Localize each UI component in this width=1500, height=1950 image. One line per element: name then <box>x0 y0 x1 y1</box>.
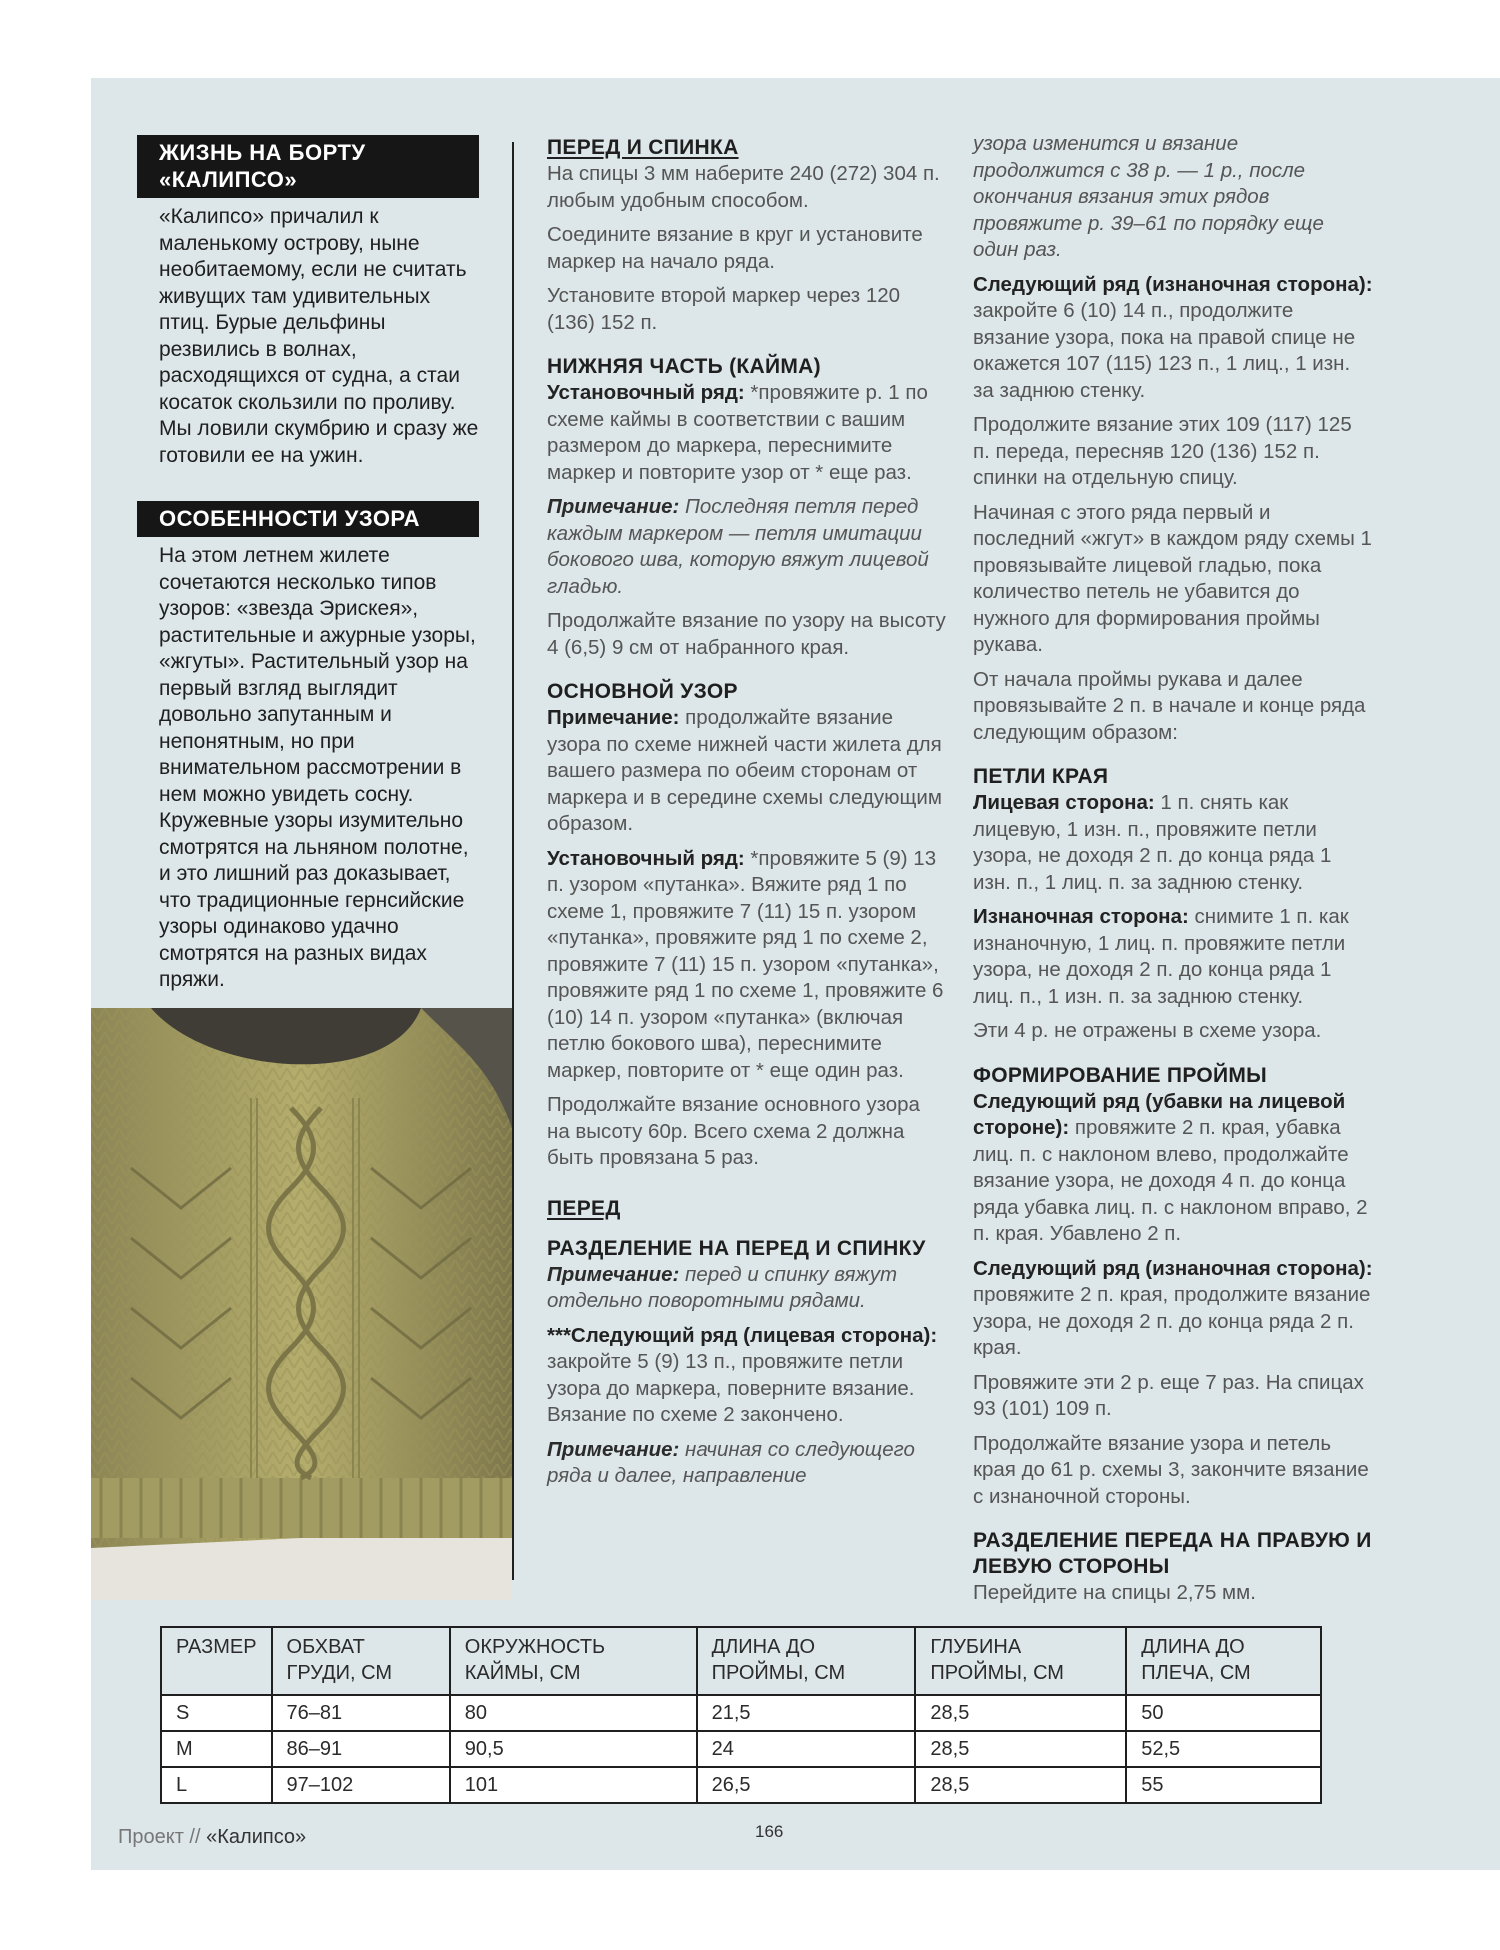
text: закройте 6 (10) 14 п., продолжите вязание узора, пока на правой спице не окажется 107 (115) 123 п., 1 лиц., 1 изн. за заднюю стенку. <box>973 299 1356 402</box>
table-header-cell: ГЛУБИНА ПРОЙМЫ, СМ <box>915 1627 1126 1695</box>
table-cell: 86–91 <box>272 1731 450 1767</box>
label: Изнаночная сторона: <box>973 905 1189 928</box>
table-cell: 28,5 <box>915 1695 1126 1731</box>
paragraph: Эти 4 р. не отражены в схеме узора. <box>973 1019 1322 1042</box>
footer-section: Проект // <box>118 1826 201 1848</box>
paragraph: Начиная с этого ряда первый и последний «жгут» в каждом ряду схемы 1 провязывайте лицевой гладью, пока количество петель не убавится до нужного для формирования проймы рукава. <box>973 500 1372 656</box>
section-heading-calypso: ЖИЗНЬ НА БОРТУ «КАЛИПСО» <box>137 135 479 198</box>
text: *провяжите 5 (9) 13 п. узором «путанка». Вяжите ряд 1 по схеме 1, провяжите 7 (11) 15 п. узором «путанка», провяжите ряд 1 по схеме 2, провяжите 7 (11) 15 п. узором «путанка», провяжите ряд 1 по схеме 1, провяжите 6 (10) 14 п. узором «путанка» (включая петлю бокового шва), переснимите маркер, повторите от * еще один раз. <box>547 846 944 1082</box>
table-header-cell: ДЛИНА ДО ПЛЕЧА, СМ <box>1126 1627 1321 1695</box>
instructions-column-2 <box>547 135 947 1498</box>
table-cell: 101 <box>450 1767 697 1803</box>
table-cell: 24 <box>697 1731 916 1767</box>
text: продолжайте вязание узора по схеме нижней части жилета для вашего размера по обеим сторонам от маркера и в середине схемы следующим образом. <box>547 706 942 835</box>
table-cell: M <box>161 1731 272 1767</box>
paragraph: Соедините вязание в круг и установите маркер на начало ряда. <box>547 223 923 273</box>
table-header-cell: ОБХВАТ ГРУДИ, СМ <box>272 1627 450 1695</box>
paragraph: Установите второй маркер через 120 (136) 152 п. <box>547 284 901 334</box>
table-header-row <box>161 1627 1321 1695</box>
label: Следующий ряд (изнаночная сторона): <box>973 272 1373 296</box>
label: Установочный ряд: <box>547 846 745 870</box>
label: Примечание: <box>547 1262 680 1286</box>
paragraph <box>973 1256 1373 1362</box>
label: Следующий ряд (изнаночная сторона): <box>973 1256 1373 1280</box>
paragraph: Продолжите вязание этих 109 (117) 125 п. переда, пересняв 120 (136) 152 п. спинки на отдельную спицу. <box>973 413 1352 489</box>
note <box>547 1262 947 1315</box>
paragraph <box>973 1089 1373 1248</box>
paragraph <box>973 790 1373 896</box>
paragraph: На спицы 3 мм наберите 240 (272) 304 п. любым удобным способом. <box>547 162 940 212</box>
label: Примечание: <box>547 495 680 518</box>
vest-photo <box>91 1008 512 1600</box>
heading-armhole: ФОРМИРОВАНИЕ ПРОЙМЫ <box>973 1063 1268 1087</box>
paragraph: Продолжайте вязание по узору на высоту 4 (6,5) 9 см от набранного края. <box>547 609 946 659</box>
paragraph <box>547 705 947 838</box>
table-cell: 55 <box>1126 1767 1321 1803</box>
calypso-text: «Калипсо» причалил к маленькому острову, ныне необитаемому, если не считать живущих там удивительных птиц. Бурые дельфины резвились в волнах, расходящихся от судна, а стаи косаток скользили по проливу. Мы ловили скумбрию и сразу же готовили ее на ужин. <box>159 205 479 467</box>
note <box>547 1437 947 1490</box>
table-cell: L <box>161 1767 272 1803</box>
table-cell: 21,5 <box>697 1695 916 1731</box>
table-cell: 80 <box>450 1695 697 1731</box>
table-header-cell: ДЛИНА ДО ПРОЙМЫ, СМ <box>697 1627 916 1695</box>
table-cell: 26,5 <box>697 1767 916 1803</box>
size-table <box>160 1626 1322 1804</box>
text: провяжите 2 п. края, убавка лиц. п. с наклоном влево, продолжайте вязание узора, не доходя 4 п. до конца ряда убавка лиц. п. с наклоном вправо, 2 п. края. Убавлено 2 п. <box>973 1116 1368 1245</box>
label: Следующий ряд (убавки на лицевой стороне): <box>973 1089 1346 1139</box>
pattern-text: На этом летнем жилете сочетаются несколько типов узоров: «звезда Эрискея», растительные и ажурные узоры, «жгуты». Растительный узор на первый взгляд выглядит довольно запутанным и непонятным, но при внимательном рассмотрении в нем можно увидеть сосну. Кружевные узоры изумительно смотрятся на льняном полотне, и это лишний раз доказывает, что традиционные гернсийские узоры одинаково удачно смотрятся на разных видах пряжи. <box>159 544 476 991</box>
paragraph <box>547 380 947 486</box>
text: *провяжите р. 1 по схеме каймы в соответствии с вашим размером до маркера, переснимите маркер и повторите узор от * еще раз. <box>547 381 928 484</box>
table-cell: 76–81 <box>272 1695 450 1731</box>
heading-front: ПЕРЕД <box>547 1196 621 1220</box>
heading-main-pattern: ОСНОВНОЙ УЗОР <box>547 680 738 703</box>
label: Установочный ряд: <box>547 381 745 404</box>
sidebar-column <box>159 135 479 994</box>
paragraph: Перейдите на спицы 2,75 мм. <box>973 1581 1256 1604</box>
paragraph <box>973 272 1373 405</box>
text: снимите 1 п. как изнаночную, 1 лиц. п. провяжите петли узора, не доходя 2 п. до конца ряда 1 лиц. п., 1 изн. п. за заднюю стенку. <box>973 905 1349 1008</box>
footer-project: «Калипсо» <box>206 1826 307 1848</box>
table-cell: 52,5 <box>1126 1731 1321 1767</box>
text: закройте 5 (9) 13 п., провяжите петли узора до маркера, поверните вязание. Вязание по схеме 2 закончено. <box>547 1350 915 1426</box>
label: Лицевая сторона: <box>973 791 1155 814</box>
instructions-column-3 <box>973 131 1373 1615</box>
paragraph: Продолжайте вязание узора и петель края до 61 р. схемы 3, закончите вязание с изнаночной стороны. <box>973 1431 1369 1508</box>
label: Примечание: <box>547 1437 680 1461</box>
table-cell: 50 <box>1126 1695 1321 1731</box>
label: ***Следующий ряд (лицевая сторона): <box>547 1323 938 1347</box>
label: Примечание: <box>547 706 680 729</box>
paragraph <box>973 904 1373 1010</box>
heading-divide-front: РАЗДЕЛЕНИЕ ПЕРЕДА НА ПРАВУЮ И ЛЕВУЮ СТОРОНЫ <box>973 1529 1372 1578</box>
heading-hem: НИЖНЯЯ ЧАСТЬ (КАЙМА) <box>547 355 821 378</box>
note: узора изменится и вязание продолжится с 38 р. — 1 р., после окончания вязания этих рядов провяжите р. 39–61 по порядку еще один раз. <box>973 132 1324 261</box>
table-cell: 28,5 <box>915 1731 1126 1767</box>
paragraph: Провяжите эти 2 р. еще 7 раз. На спицах 93 (101) 109 п. <box>973 1370 1364 1420</box>
heading-front-back: ПЕРЕД И СПИНКА <box>547 136 739 159</box>
paragraph <box>547 1323 947 1429</box>
text: 1 п. снять как лицевую, 1 изн. п., провяжите петли узора, не доходя 2 п. до конца ряда 1 изн. п., 1 лиц. п. за заднюю стенку. <box>973 791 1332 894</box>
table-cell: S <box>161 1695 272 1731</box>
text: Последняя петля перед каждым маркером — петля имитации бокового шва, которую вяжут лицевой гладью. <box>547 495 929 598</box>
section-heading-pattern: ОСОБЕННОСТИ УЗОРА <box>137 501 479 537</box>
heading-split: РАЗДЕЛЕНИЕ НА ПЕРЕД И СПИНКУ <box>547 1236 926 1260</box>
paragraph: Продолжайте вязание основного узора на высоту 60р. Всего схема 2 должна быть провязана 5 раз. <box>547 1093 920 1169</box>
table-header-cell: РАЗМЕР <box>161 1627 272 1695</box>
footer-section-label <box>118 1826 306 1849</box>
text: провяжите 2 п. края, продолжите вязание узора, не доходя 2 п. до конца ряда 2 п. края. <box>973 1283 1371 1359</box>
note <box>547 494 947 600</box>
table-row <box>161 1731 1321 1767</box>
table-row <box>161 1695 1321 1731</box>
table-cell: 90,5 <box>450 1731 697 1767</box>
heading-edge-stitches: ПЕТЛИ КРАЯ <box>973 765 1109 788</box>
table-cell: 97–102 <box>272 1767 450 1803</box>
paragraph <box>547 846 947 1085</box>
paragraph: От начала проймы рукава и далее провязывайте 2 п. в начале и конце ряда следующим образом: <box>973 667 1366 744</box>
table-header-cell: ОКРУЖНОСТЬ КАЙМЫ, СМ <box>450 1627 697 1695</box>
table-row <box>161 1767 1321 1803</box>
column-divider <box>512 142 514 1580</box>
table-cell: 28,5 <box>915 1767 1126 1803</box>
text: перед и спинку вяжут отдельно поворотными рядами. <box>547 1262 898 1312</box>
text: начиная со следующего ряда и далее, направление <box>547 1437 915 1487</box>
page-number: 166 <box>755 1822 784 1841</box>
